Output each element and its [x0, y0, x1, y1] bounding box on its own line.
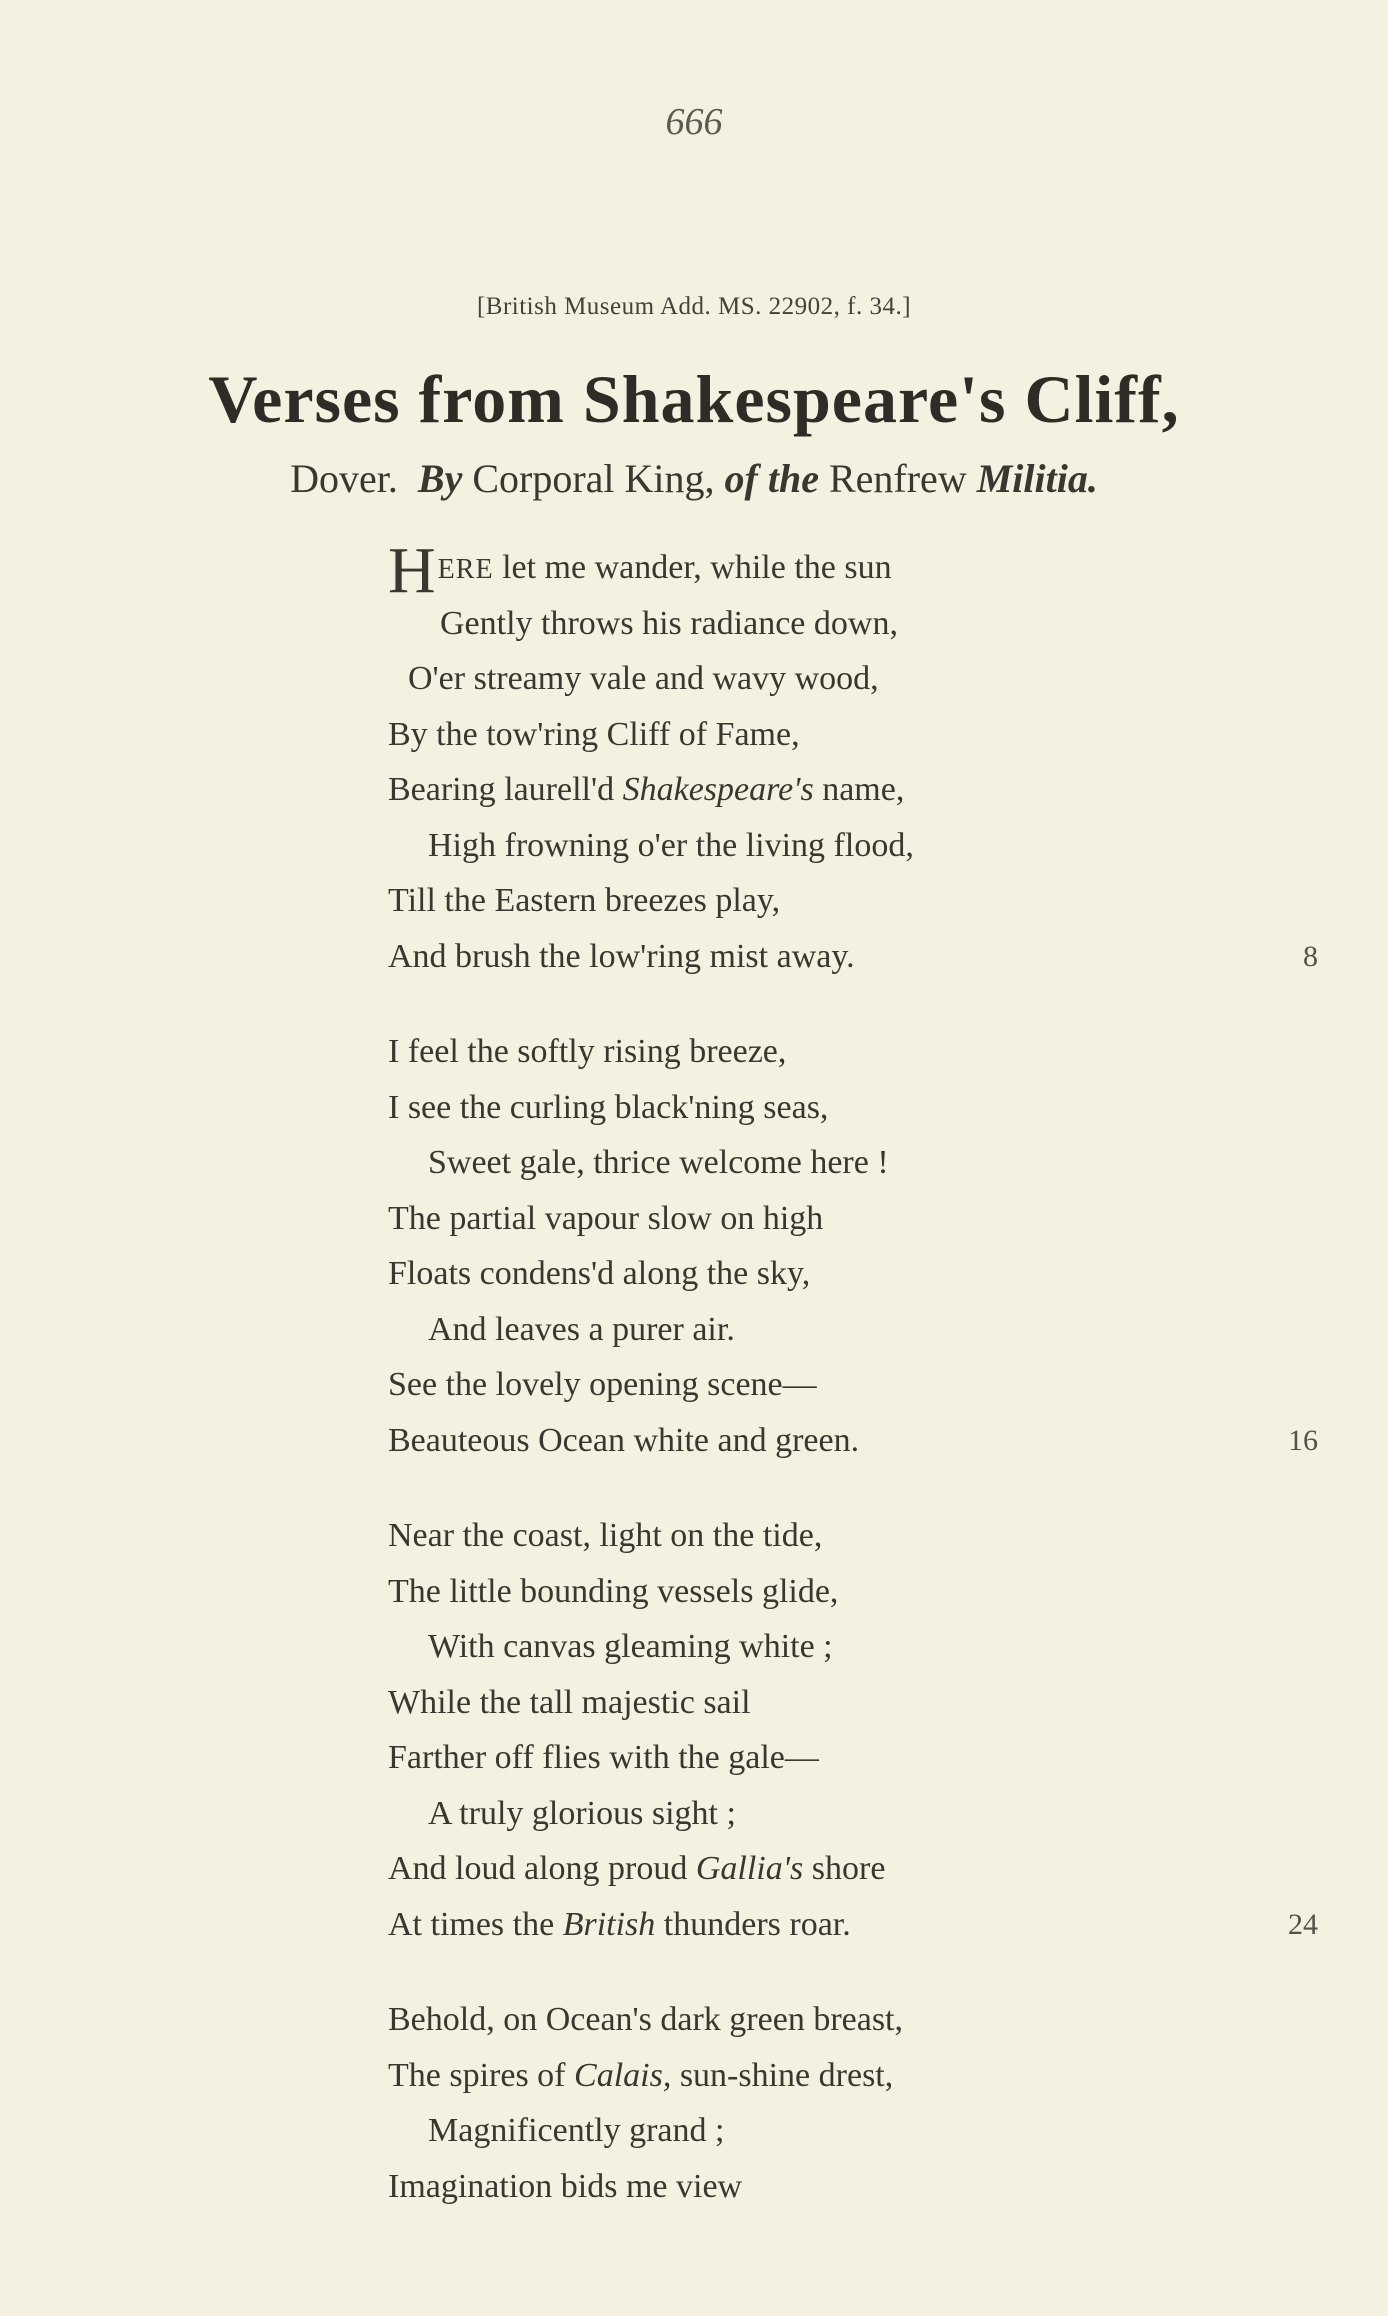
- poem-line: A truly glorious sight ;: [428, 1794, 736, 1832]
- poem-line: And leaves a purer air.: [428, 1310, 735, 1348]
- stanza-1: [388, 534, 1318, 984]
- line-number: 16: [1288, 1423, 1318, 1457]
- poem-line: O'er streamy vale and wavy wood,: [408, 660, 879, 697]
- italic-name: Gallia's: [695, 1850, 804, 1887]
- line-text: shore: [803, 1850, 886, 1887]
- line-text: thunders roar.: [655, 1905, 851, 1943]
- poem-line: Magnificently grand ;: [428, 2112, 725, 2149]
- poem-subtitle: [0, 455, 1388, 502]
- subtitle-militia: Militia.: [976, 456, 1098, 501]
- poem-line: Floats condens'd along the sky,: [388, 1255, 811, 1292]
- poem-line: [388, 1413, 1318, 1469]
- poem-line: [388, 2048, 1318, 2104]
- subtitle-place: Dover.: [290, 456, 398, 501]
- line-text: Bearing laurell'd: [388, 771, 623, 808]
- poem-line: I feel the softly rising breeze,: [388, 1033, 787, 1070]
- poem-line: High frowning o'er the living flood,: [428, 826, 914, 864]
- poem-line: With canvas gleaming white ;: [428, 1628, 833, 1665]
- drop-cap: H: [388, 534, 436, 607]
- poem-line: [388, 1841, 1318, 1897]
- stanza-2: [388, 1024, 1318, 1468]
- poem-line: [388, 929, 1318, 985]
- poem-line: Behold, on Ocean's dark green breast,: [388, 2001, 903, 2038]
- source-citation: [British Museum Add. MS. 22902, f. 34.]: [476, 293, 912, 320]
- line-text: At times the: [388, 1905, 563, 1943]
- poem-line: Sweet gale, thrice welcome here !: [428, 1144, 889, 1181]
- line-text: And loud along proud: [388, 1850, 696, 1887]
- poem-line: Farther off flies with the gale—: [388, 1739, 819, 1776]
- italic-name: Calais,: [574, 2056, 672, 2094]
- line-text: sun-shine drest,: [671, 2056, 894, 2094]
- subtitle-author: Corporal King,: [472, 456, 715, 501]
- poem-body: [388, 534, 1318, 2254]
- poem-line: While the tall majestic sail: [388, 1683, 751, 1721]
- poem-line: Gently throws his radiance down,: [440, 604, 898, 642]
- poem-line: The little bounding vessels glide,: [388, 1572, 839, 1610]
- subtitle-of-the: of the: [724, 456, 819, 501]
- poem-line: Imagination bids me view: [388, 2167, 743, 2205]
- line-text: name,: [813, 771, 905, 808]
- small-caps-word: ERE: [437, 554, 494, 585]
- stanza-4: [388, 1992, 1318, 2214]
- italic-name: British: [562, 1905, 656, 1943]
- subtitle-regiment: Renfrew: [828, 456, 967, 501]
- poem-title: Verses from Shakespeare's Cliff,: [208, 361, 1180, 437]
- poem-line: See the lovely opening scene—: [388, 1366, 817, 1403]
- italic-name: Shakespeare's: [622, 771, 814, 808]
- line-text: let me wander, while the sun: [493, 549, 892, 586]
- poem-line: [388, 534, 1318, 607]
- line-number: 8: [1303, 939, 1318, 973]
- poem-line: The partial vapour slow on high: [388, 1199, 824, 1237]
- page-number: 666: [665, 101, 723, 143]
- line-text: The spires of: [388, 2056, 575, 2094]
- line-text: Beauteous Ocean white and green.: [388, 1421, 860, 1459]
- poem-line: By the tow'ring Cliff of Fame,: [388, 715, 800, 753]
- poem-line: Near the coast, light on the tide,: [388, 1517, 823, 1554]
- poem-line: Till the Eastern breezes play,: [388, 882, 781, 919]
- line-number: 24: [1288, 1907, 1318, 1941]
- poem-line: [388, 1897, 1318, 1953]
- subtitle-by: By: [417, 456, 463, 501]
- line-text: And brush the low'ring mist away.: [388, 937, 855, 975]
- poem-line: I see the curling black'ning seas,: [388, 1088, 829, 1126]
- poem-line: [388, 762, 1318, 818]
- stanza-3: [388, 1508, 1318, 1952]
